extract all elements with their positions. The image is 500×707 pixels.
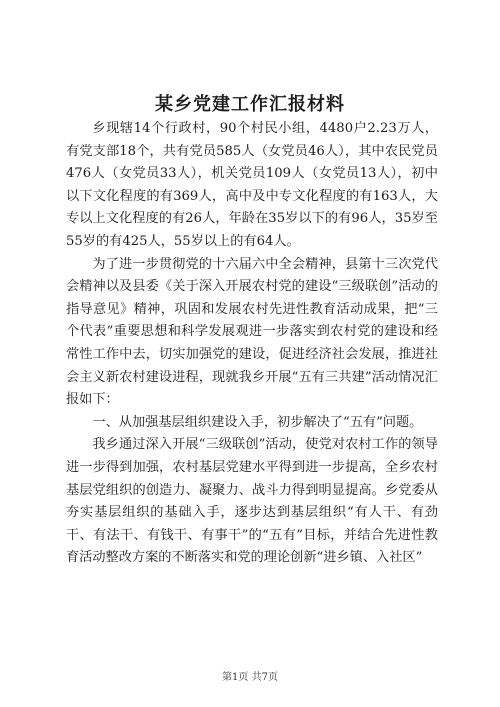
paragraph-overview: 乡现辖14个行政村，90个村民小组，4480户2.23万人，有党支部18个，共有党员585人（女党员46人），其中农民党员476人（女党员33人），机关党员109人（女党员13人），初中以下文化程度的有369人，高中及中专文化程度的有163人，大专以上文化程度的有26人，年龄在35岁以下的有96人，35岁至55岁的有425人，55岁以上的有64人。: [66, 121, 438, 249]
paragraph-purpose: 为了进一步贯彻党的十六届六中全会精神，县第十三次党代会精神以及县委《关于深入开展农村党的建设“三级联创”活动的指导意见》精神，巩固和发展农村先进性教育活动成果，把“三个代表”重要思想和科学发展观进一步落实到农村党的建设和经常性工作中去，切实加强党的建设，促进经济社会发展，推进社会主义新农村建设进程，现就我乡开展“五有三共建”活动情况汇报如下：: [66, 256, 438, 408]
page-footer: 第1页 共7页: [222, 672, 278, 683]
section-heading-one: 一、从加强基层组织建设入手，初步解决了“五有”问题。: [92, 414, 423, 430]
document-title: 某乡党建工作汇报材料: [155, 94, 345, 115]
document-body: [66, 118, 438, 570]
paragraph-section-one: 我乡通过深入开展“三级联创”活动，使党对农村工作的领导进一步得到加强，农村基层党建水平得到进一步提高，全乡农村基层党组织的创造力、凝聚力、战斗力得到明显提高。乡党委从夯实基层组织的基础入手，逐步达到基层组织“有人干、有劲干、有法干、有钱干、有事干”的“五有”目标，并结合先进性教育活动整改方案的不断落实和党的理论创新“进乡镇、入社区”: [66, 437, 438, 566]
